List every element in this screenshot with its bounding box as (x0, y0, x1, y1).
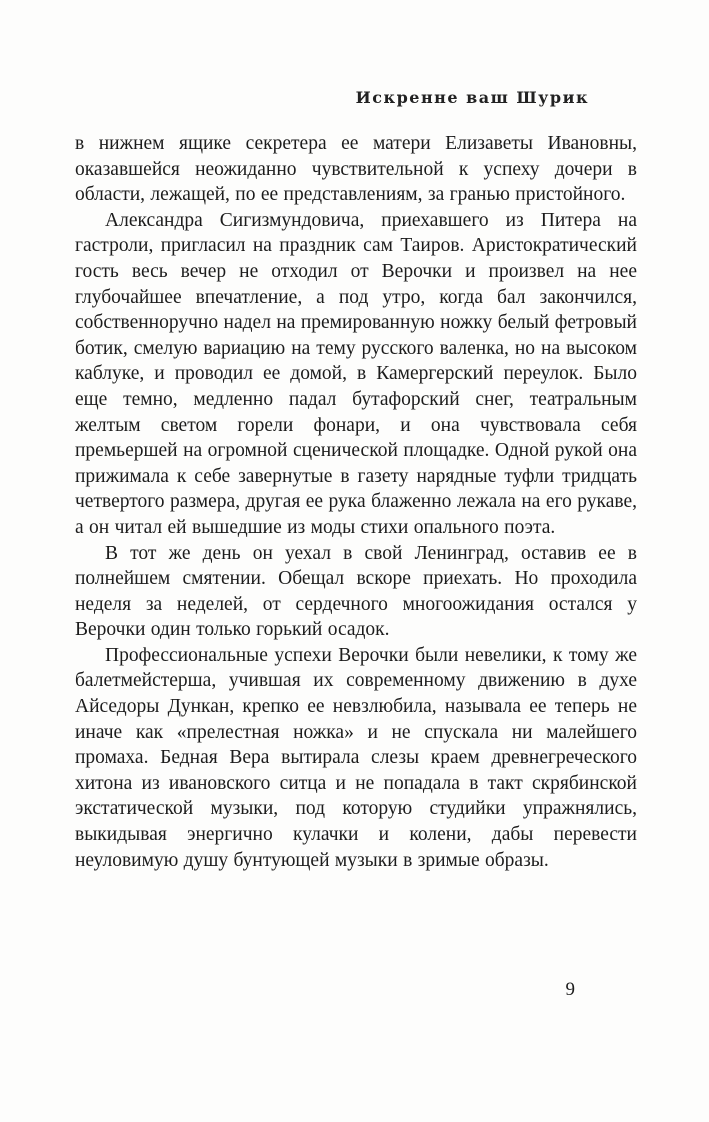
running-header: Искренне ваш Шурик (355, 88, 589, 107)
paragraph: Александра Сигизмундовича, приехавшего из Питера на гастроли, пригласил на праздник сам Таиров. Аристократический гость весь вечер не отходил от Верочки и произвел на нее глубочайшее впечатление, а под утро, когда бал закончился, собственноручно надел на премированную ножку белый фетровый ботик, смелую вариацию на тему русского валенка, но на высоком каблуке, и проводил ее домой, в Камергерский переулок. Было еще темно, медленно падал бутафорский снег, театральным желтым светом горели фонари, и она чувствовала себя премьершей на огромной сценической площадке. Одной рукой она прижимала к себе завернутые в газету нарядные туфли тридцать четвертого размера, другая ее рука блаженно лежала на его рукаве, а он читал ей вышедшие из моды стихи опального поэта. (75, 209, 637, 538)
paragraph: В тот же день он уехал в свой Ленинград, оставив ее в полнейшем смятении. Обещал вскоре приехать. Но проходила неделя за неделей, от сердечного многоожидания остался у Верочки один только горький осадок. (75, 542, 637, 641)
page-number: 9 (565, 979, 575, 1000)
paragraph: в нижнем ящике секретера ее матери Елизаветы Ивановны, оказавшейся неожиданно чувствительной к успеху дочери в области, лежащей, по ее представлениям, за гранью пристойного. (75, 133, 637, 206)
paragraph: Профессиональные успехи Верочки были невелики, к тому же балетмейстерша, учившая их современному движению в духе Айседоры Дункан, крепко ее невзлюбила, называла ее теперь не иначе как «прелестная ножка» и не спускала ни малейшего промаха. Бедная Вера вытирала слезы краем древнегреческого хитона из ивановского ситца и не попадала в такт скрябинской экстатической музыки, под которую студийки упражнялись, выкидывая энергично кулачки и колени, дабы перевести неуловимую душу бунтующей музыки в зримые образы. (75, 644, 637, 871)
text-block (75, 131, 637, 873)
